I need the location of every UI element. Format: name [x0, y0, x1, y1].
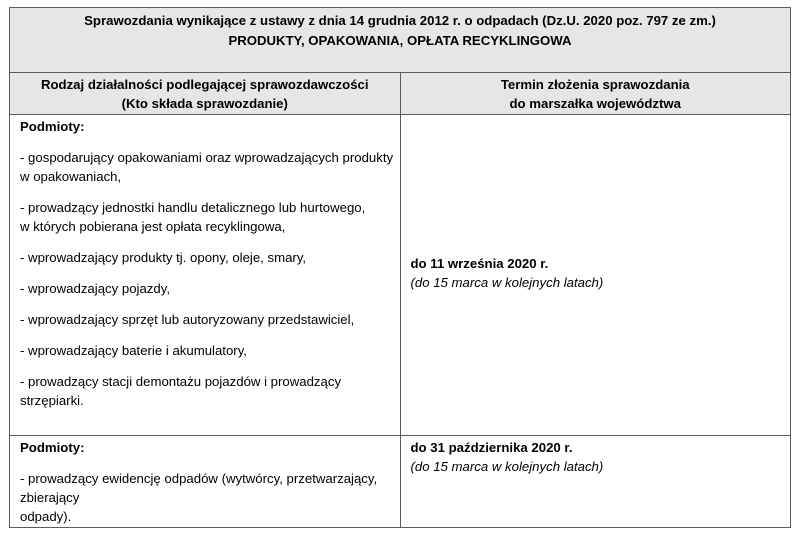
list-item	[20, 310, 400, 329]
list-item-line: w których pobierana jest opłata recyklingowa,	[20, 219, 286, 234]
reporting-table	[9, 7, 791, 528]
column-header-deadline	[400, 73, 791, 115]
list-item-line: - prowadzący ewidencję odpadów (wytwórcy, przetwarzający, zbierający	[20, 471, 378, 505]
deadline-cell	[400, 436, 791, 528]
list-item-line: - prowadzący stacji demontażu pojazdów i prowadzący strzępiarki.	[20, 374, 342, 408]
activity-cell	[10, 436, 401, 528]
list-item-line: odpady).	[20, 509, 72, 524]
list-item	[20, 148, 400, 186]
list-item	[20, 248, 400, 267]
column-header-deadline-line-1: Termin złożenia sprawozdania	[500, 77, 690, 92]
column-header-activity	[10, 73, 401, 115]
title-line-1: Sprawozdania wynikające z ustawy z dnia 14 grudnia 2012 r. o odpadach (Dz.U. 2020 poz. 797 ze zm.)	[84, 13, 716, 28]
table-row	[10, 436, 791, 528]
list-item	[20, 469, 400, 526]
column-header-row	[10, 73, 791, 115]
deadline-cell	[400, 115, 791, 436]
list-item-line: - wprowadzający pojazdy,	[20, 281, 171, 296]
list-item	[20, 341, 400, 360]
list-item	[20, 372, 400, 410]
activity-cell	[10, 115, 401, 436]
list-item-line: - wprowadzający baterie i akumulatory,	[20, 343, 247, 358]
title-cell	[10, 8, 791, 73]
list-item	[20, 279, 400, 298]
column-header-activity-line-2: (Kto składa sprawozdanie)	[121, 96, 288, 111]
column-header-deadline-line-2: do marszałka województwa	[509, 96, 681, 111]
list-item-line: - wprowadzający produkty tj. opony, oleje, smary,	[20, 250, 307, 265]
deadline-date: do 11 września 2020 r.	[410, 256, 549, 271]
deadline-note: (do 15 marca w kolejnych latach)	[410, 275, 604, 290]
list-item	[20, 198, 400, 236]
entities-label: Podmioty:	[20, 440, 85, 455]
entities-label: Podmioty:	[20, 119, 85, 134]
list-item-line: - wprowadzający sprzęt lub autoryzowany przedstawiciel,	[20, 312, 355, 327]
list-item-line: w opakowaniach,	[20, 169, 122, 184]
title-row	[10, 8, 791, 73]
deadline-date: do 31 października 2020 r.	[410, 440, 573, 455]
title-line-2: PRODUKTY, OPAKOWANIA, OPŁATA RECYKLINGOWA	[228, 33, 572, 48]
deadline-note: (do 15 marca w kolejnych latach)	[410, 459, 604, 474]
list-item-line: - gospodarujący opakowaniami oraz wprowadzających produkty	[20, 150, 394, 165]
list-item-line: - prowadzący jednostki handlu detalicznego lub hurtowego,	[20, 200, 366, 215]
column-header-activity-line-1: Rodzaj działalności podlegającej sprawozdawczości	[40, 77, 369, 92]
table-row	[10, 115, 791, 436]
